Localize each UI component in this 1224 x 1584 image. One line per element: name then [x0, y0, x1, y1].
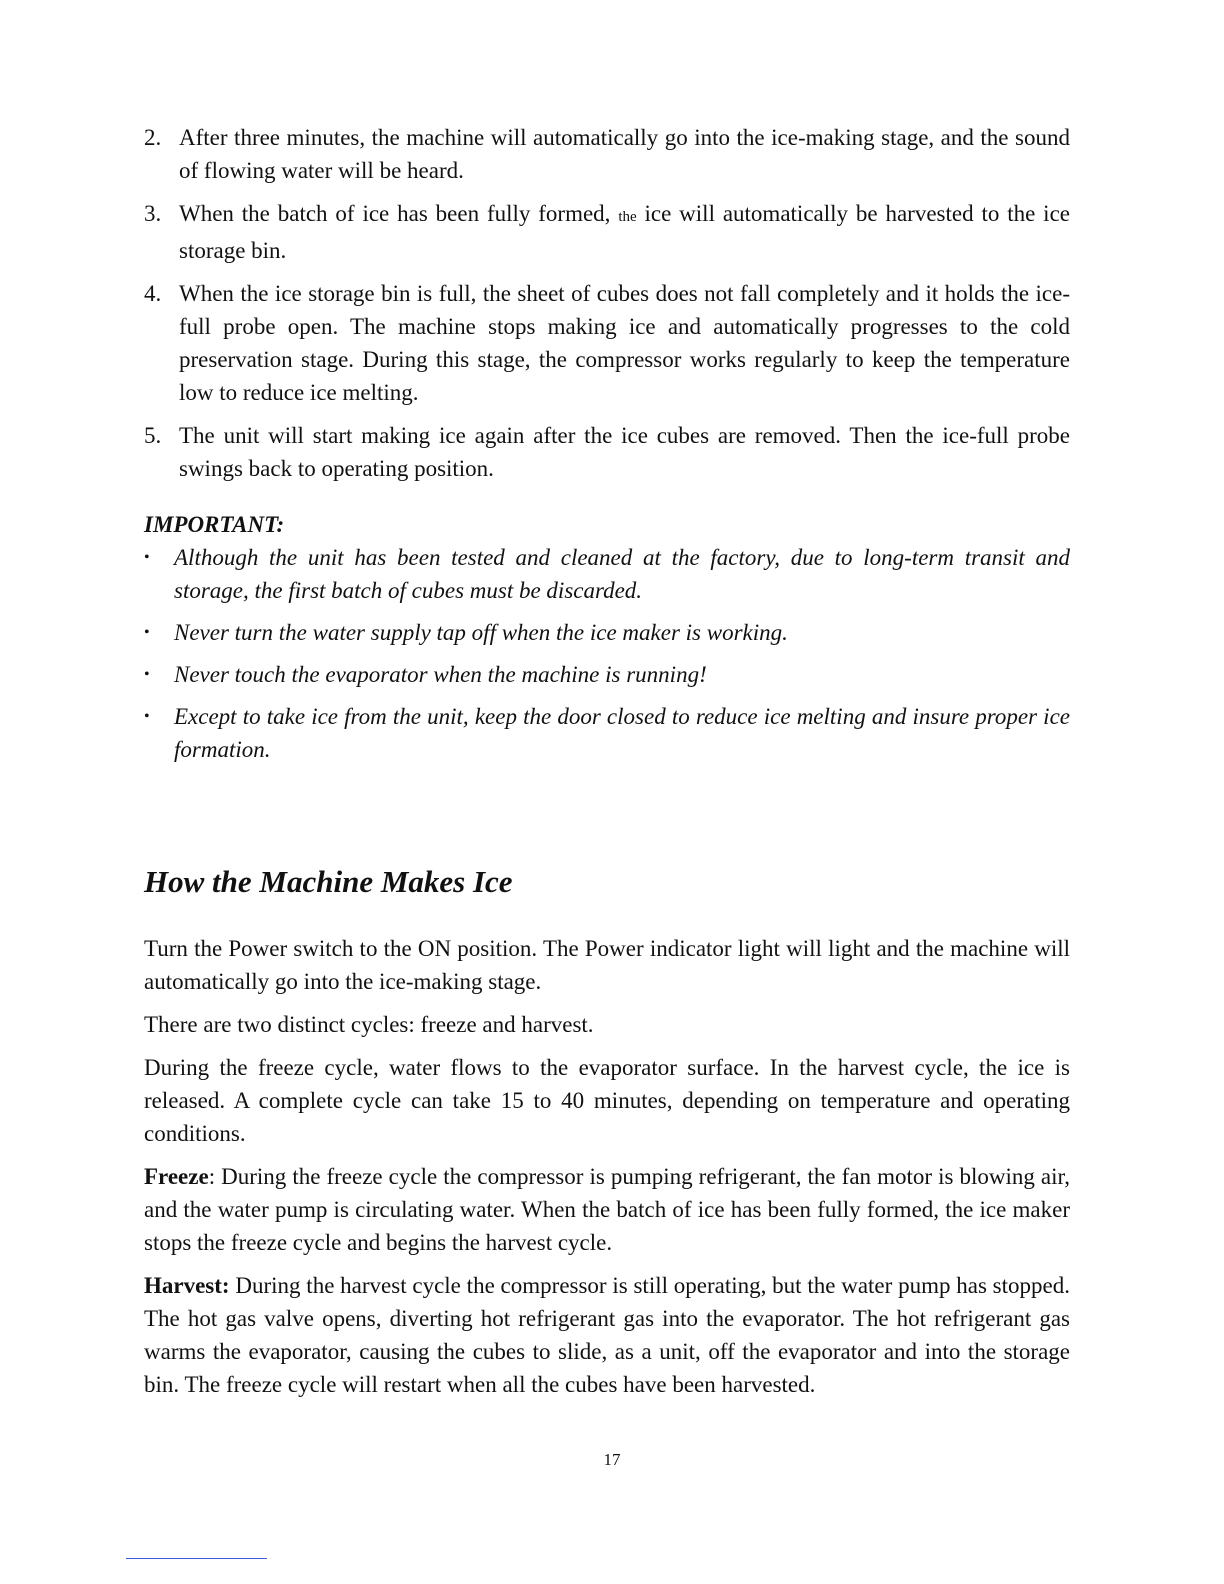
- section-body: [144, 932, 1070, 1411]
- bullet-icon: •: [144, 624, 150, 641]
- step-item: [144, 419, 1070, 485]
- important-bullet-list: [144, 541, 1070, 766]
- bullet-text: Never turn the water supply tap off when the ice maker is working.: [174, 620, 788, 645]
- bullet-icon: •: [144, 549, 150, 566]
- paragraph-power: Turn the Power switch to the ON position. The Power indicator light will light and the machine will automatically go into the ice-making stage.: [144, 936, 1070, 994]
- step-number: 3.: [144, 201, 162, 226]
- step-text: After three minutes, the machine will automatically go into the ice-making stage, and the sound of flowing water will be heard.: [179, 125, 1070, 183]
- paragraph-cycles: There are two distinct cycles: freeze and harvest.: [144, 1012, 594, 1037]
- bullet-item: [144, 700, 1070, 766]
- step-item: [144, 277, 1070, 409]
- page-number: 17: [603, 1450, 621, 1469]
- bullet-text: Although the unit has been tested and cleaned at the factory, due to long-term transit and storage, the first batch of cubes must be discarded.: [174, 545, 1070, 603]
- operation-steps-list: [144, 121, 1070, 495]
- bullet-icon: •: [144, 708, 150, 725]
- section-heading: How the Machine Makes Ice: [144, 864, 513, 899]
- step-number: 4.: [144, 281, 162, 306]
- paragraph-cycle-overview: During the freeze cycle, water flows to the evaporator surface. In the harvest cycle, the ice is released. A complete cycle can take 15 to 40 minutes, depending on temperature and operating conditions.: [144, 1055, 1070, 1146]
- step-text-part: ice will automatically be harvested to the ice storage bin.: [179, 201, 1070, 263]
- step-item: [144, 197, 1070, 267]
- freeze-term: Freeze: [144, 1164, 209, 1189]
- step-text-part: When the batch of ice has been fully formed,: [179, 201, 619, 226]
- step-number: 2.: [144, 125, 162, 150]
- bullet-text: Never touch the evaporator when the machine is running!: [174, 662, 707, 687]
- bullet-icon: •: [144, 666, 150, 683]
- footnote-rule: [126, 1558, 267, 1559]
- bullet-item: [144, 658, 1070, 691]
- paragraph-freeze: [144, 1160, 1070, 1259]
- step-number: 5.: [144, 423, 162, 448]
- harvest-text: During the harvest cycle the compressor is still operating, but the water pump has stopped. The hot gas valve opens, diverting hot refrigerant gas into the evaporator. The hot refrigerant gas warms the evaporator, causing the cubes to slide, as a unit, off the evaporator and into the storage bin. The freeze cycle will restart when all the cubes have been harvested.: [144, 1273, 1070, 1397]
- important-notice: [144, 508, 1070, 775]
- important-title: IMPORTANT:: [144, 512, 285, 537]
- bullet-item: [144, 541, 1070, 607]
- bullet-item: [144, 616, 1070, 649]
- freeze-text: : During the freeze cycle the compressor is pumping refrigerant, the fan motor is blowing air, and the water pump is circulating water. When the batch of ice has been fully formed, the ice maker stops the freeze cycle and begins the harvest cycle.: [144, 1164, 1070, 1255]
- step-text-small-word: the: [618, 209, 637, 225]
- step-text: The unit will start making ice again after the ice cubes are removed. Then the ice-full probe swings back to operating position.: [179, 423, 1070, 481]
- harvest-term: Harvest:: [144, 1273, 230, 1298]
- step-text: When the ice storage bin is full, the sheet of cubes does not fall completely and it holds the ice-full probe open. The machine stops making ice and automatically progresses to the cold preservation stage. During this stage, the compressor works regularly to keep the temperature low to reduce ice melting.: [179, 281, 1070, 405]
- step-item: [144, 121, 1070, 187]
- bullet-text: Except to take ice from the unit, keep the door closed to reduce ice melting and insure proper ice formation.: [174, 704, 1070, 762]
- paragraph-harvest: [144, 1269, 1070, 1401]
